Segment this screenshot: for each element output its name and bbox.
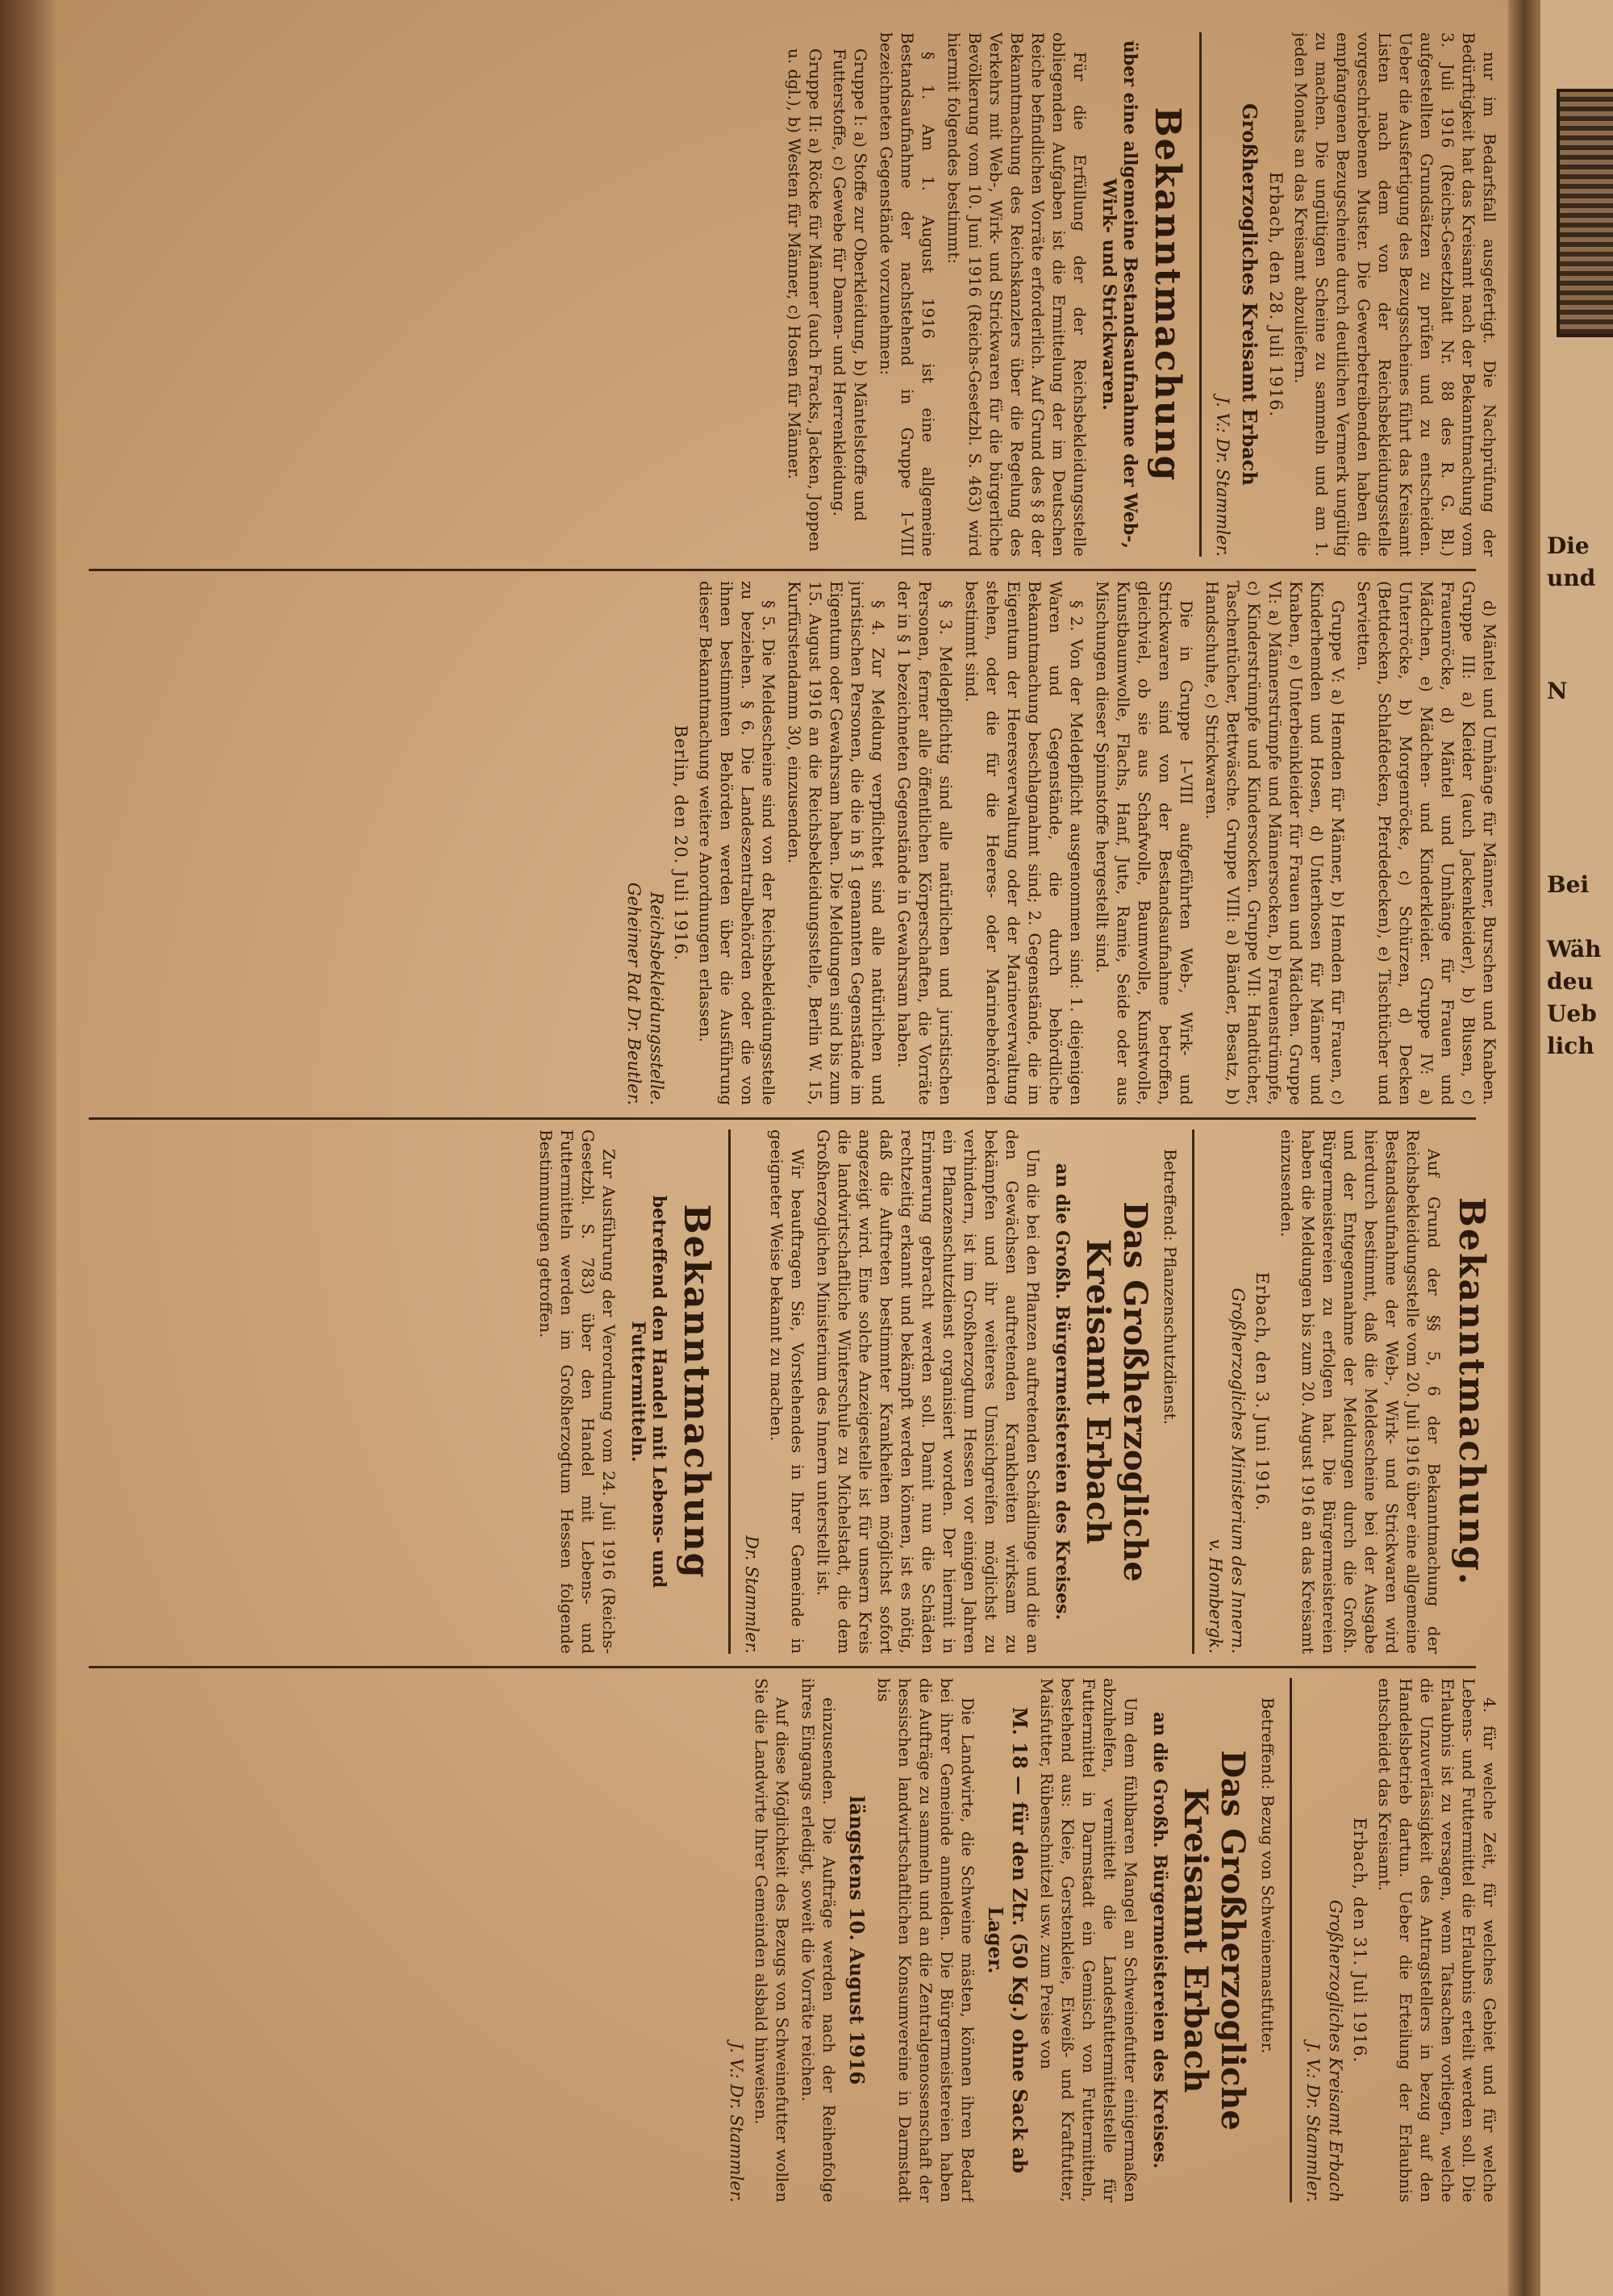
col2-signature-name: Geheimer Rat Dr. Beutler. [624, 882, 644, 1105]
col1-date: Erbach, den 28. Juli 1916. [1266, 171, 1286, 418]
col4-date: Erbach, den 31. Juli 1916. [1350, 1817, 1369, 2064]
col3-text4: Zur Ausführung der Verordnung vom 24. Juli 1916 (Reichs-Gesetzbl. S. 783) über den Handel mit Lebens- und Futtermitteln werden im Großherzogtum Hessen folgende Bestimmungen getroffen. [536, 1129, 619, 1654]
col1-signature-name: J. V.: Dr. Stammler. [1213, 396, 1232, 557]
column-rule [89, 1117, 1476, 1120]
col3-text: Auf Grund der §§ 5, 6 der Bekanntmachung der Reichsbekleidungsstelle vom 20. Juli 1916 über eine allgemeine Bestandsaufnahme der Web-, Wirk- und Strickwaren wird hierdurch bestimmt, daß die Meldescheine bei der Ausgabe und der Entgegennahme der Meldungen durch die Großh. Bürgermeistereien zu erfolgen hat. Die Bürgermeistereien haben die Meldungen bis zum 20. August 1916 an das Kreisamt einzusenden. [1277, 1129, 1444, 1654]
col2-text3: Die in Gruppe I–VIII aufgeführten Web-, Wirk- und Strickwaren sind von der Bestandsaufnahme betroffen, gleichviel, ob sie aus Schafwolle, Baumwolle, Kunstwolle, Kunstbaumwolle, Flachs, Hanf, Jute, Ramie, Seide oder aus Mischungen dieser Spinnstoffe hergestellt sind. [1093, 581, 1196, 1105]
divider [1199, 32, 1202, 557]
col1-groups2: Gruppe II: a) Röcke für Männer (auch Fracks, Jacken, Joppen u. dgl.), b) Westen für Männer, c) Hosen für Männer. [785, 48, 825, 552]
column-3 [65, 1129, 1500, 1654]
col3-heading: Bekanntmachung. [1451, 1196, 1492, 1587]
col3-text3: Wir beauftragen Sie, Vorstehendes in Ihrer Gemeinde in geeigneter Weise bekannt zu machen. [767, 1129, 807, 1654]
col3-text2: Um die bei den Pflanzen auftretenden Schädlinge und die an den Gewächsen auftretenden Krankheiten wirksam zu bekämpfen und ihr weiteres Umsichgreifen möglichst zu verhindern, ist im Großherzogtum Hessen vor einigen Jahren ein Pflanzenschutzdienst organisiert worden. Der hiermit in Erinnerung gebracht werden soll. Damit nun die Schäden rechtzeitig erkannt und bekämpft werden können, ist es nötig, daß die Auftreten bestimmter Krankheiten möglichst sofort angezeigt wird. Eine solche Anzeigestelle ist für unsern Kreis die landwirtschaftliche Winterschule zu Michelstadt, die dem Großherzoglichen Ministerium des Innern unterstellt ist. [814, 1129, 1043, 1654]
col4-text4: einzusenden. Die Aufträge werden nach der Reihenfolge ihres Eingangs erledigt, soweit die Vorräte reichen. [798, 1678, 839, 2202]
fragment-text: Bei [1547, 871, 1590, 898]
fragment-text: Die [1547, 532, 1590, 559]
col4-sub: an die Großh. Bürgermeistereien des Kreises. [1149, 1711, 1170, 2169]
col4-text3: Die Landwirte, die Schweine mästen, können ihren Bedarf bei ihrer Gemeinde anmelden. Die Bürgermeistereien haben die Aufträge zu sammeln und an die Zentralgenossenschaft der hessischen landwirtschaftlichen Konsumvereine in Darmstadt bis [874, 1678, 977, 2202]
divider [1192, 1129, 1194, 1654]
col2-signature-office: Reichsbekleidungsstelle. [647, 891, 666, 1105]
col1-para1: § 1. Am 1. August 1916 ist eine allgemeine Bestandsaufnahme der nachstehend in Gruppe I–VIII bezeichneten Gegenstände vorzunehmen: [877, 32, 938, 557]
col4-signature-3: J. V.: Dr. Stammler. [727, 2042, 746, 2202]
column-rule [89, 1666, 1476, 1668]
col4-heading: Das Großherzogliche Kreisamt Erbach [1177, 1750, 1252, 2131]
fragment-text: lich [1547, 1033, 1594, 1059]
col3-sub3: betreffend den Handel mit Lebens- und Futtermitteln. [627, 1195, 669, 1588]
rotated-newspaper-content [65, 32, 1500, 2243]
col3-date: Erbach, den 3. Juni 1916. [1252, 1271, 1272, 1512]
col4-betreff: Betreffend: Bezug von Schweinemastfutter. [1258, 1697, 1277, 2054]
col2-text: d) Mäntel und Umhänge für Männer, Burschen und Knaben. Gruppe III: a) Kleider (auch Jackenkleider), b) Blusen, c) Frauenröcke, d) Mäntel und Umhänge für Frauen und Mädchen, e) Mädchen- und Kinderkleider. Gruppe IV: a) Unterröcke, b) Morgenröcke, c) Schürzen, d) Decken (Bettdecken, Schlafdecken, Pferdedecken), e) Tischtücher und Servietten. [1354, 581, 1499, 1105]
col2-text7: § 5. Die Meldescheine sind von der Reichsbekleidungsstelle zu beziehen. § 6. Die Landeszentralbehörden oder die von ihnen bestimmten Behörden werden über die Ausführung dieser Bekanntmachung weitere Anordnungen erlassen. [696, 581, 778, 1105]
fragment-text: deu [1547, 968, 1594, 995]
col2-text5: § 3. Meldepflichtig sind alle natürlichen und juristischen Personen, ferner alle öffentlichen Körperschaften, die Vorräte der in § 1 bezeichneten Gegenstände in Gewahrsam haben. [894, 581, 956, 1105]
col1-heading: Bekanntmachung [1147, 106, 1188, 482]
col2-text6: § 4. Zur Meldung verpflichtet sind alle natürlichen und juristischen Personen, die die in § 1 genannten Gegenstände im Eigentum oder Gewahrsam haben. Die Meldungen sind bis zum 15. August 1916 an die Reichsbekleidungsstelle, Berlin W. 15, Kurfürstendamm 30, einzusenden. [785, 581, 888, 1105]
col4-deadline: längstens 10. August 1916 [845, 1795, 869, 2085]
col1-signature-office: Großherzogliches Kreisamt Erbach [1238, 103, 1261, 486]
divider [728, 1129, 731, 1654]
col2-date: Berlin, den 20. Juli 1916. [671, 724, 690, 962]
fragment-text: und [1547, 565, 1596, 591]
col4-signature-name: J. V.: Dr. Stammler. [1303, 2042, 1323, 2202]
column-1 [65, 32, 1500, 557]
col3-heading3: Bekanntmachung [676, 1204, 717, 1580]
col3-sub2: an die Großh. Bürgermeistereien des Kreises. [1052, 1163, 1073, 1621]
fragment-text: N [1547, 678, 1568, 704]
col3-signature-3: Dr. Stammler. [742, 1535, 761, 1654]
fragment-text: Wäh [1547, 936, 1602, 962]
col3-betreff: Betreffend: Pflanzenschutzdienst. [1161, 1149, 1180, 1426]
col4-price: M. 18 — für den Ztr. (50 Kg.) ohne Sack ab Lager. [984, 1707, 1032, 2173]
col1-body: Für die Erfüllung der der Reichsbekleidungsstelle obliegenden Aufgaben ist die Ermittelung der im Deutschen Reiche befindlichen Vorräte erforderlich. Auf Grund des § 8 der Bekanntmachung des Reichskanzlers über die Regelung des Verkehrs mit Web-, Wirk- und Strickwaren für die bürgerliche Bevölkerung vom 10. Juni 1916 (Reichs-Gesetzbl. S. 463) wird hiermit folgendes bestimmt: [944, 32, 1090, 557]
col3-signature-office: Großherzogliches Ministerium des Innern. [1228, 1288, 1248, 1654]
column-4 [65, 1678, 1500, 2202]
col4-signature-office: Großherzogliches Kreisamt Erbach [1326, 1899, 1345, 2202]
col3-heading2: Das Großherzogliche Kreisamt Erbach [1079, 1201, 1154, 1582]
col4-text: 4. für welche Zeit, für welches Gebiet und für welche Lebens- und Futtermittel die Erlaubnis erteilt werden soll. Die Erlaubnis ist zu versagen, wenn Tatsachen vorliegen, welche die Unzuverlässigkeit des Antragstellers in bezug auf den Handelsbetrieb dartun. Ueber die Erteilung der Erlaubnis entscheidet das Kreisamt. [1375, 1678, 1499, 2202]
page-binding [0, 0, 56, 2296]
col4-text5: Auf diese Möglichkeit des Bezugs von Schweinefutter wollen Sie die Landwirte Ihrer Gemeinden alsbald hinweisen. [752, 1678, 792, 2202]
adjacent-page-fragment [1540, 0, 1613, 2296]
page-gutter [1508, 0, 1540, 2296]
divider [1290, 1678, 1292, 2202]
col1-groups: Gruppe I: a) Stoffe zur Oberkleidung, b) Mäntelstoffe und Futterstoffe, c) Gewebe für Damen- und Herrenkleidung. [830, 48, 870, 522]
column-rule [89, 569, 1476, 571]
col1-subheading: über eine allgemeine Bestandsaufnahme der Web-, Wirk- und Strickwaren. [1098, 40, 1140, 549]
col2-text2: Gruppe V: a) Hemden für Männer, b) Hemden für Frauen, c) Kinderhemden und Hosen, d) Unterhosen für Männer und Knaben, e) Unterbeinkleider für Frauen und Mädchen. Gruppe VI: a) Männerstrümpfe und Männersocken, b) Frauenstrümpfe, c) Kinderstrümpfe und Kindersocken. Gruppe VII: Handtücher, Taschentücher, Bettwäsche. Gruppe VIII: a) Bänder, Besatz, b) Handschuhe, c) Strickwaren. [1202, 581, 1348, 1105]
col3-signature-name: v. Hombergk. [1206, 1538, 1225, 1654]
illustration-fragment [1557, 89, 1613, 337]
fragment-text: Ueb [1547, 1000, 1597, 1027]
col1-intro: nur im Bedarfsfall ausgefertigt. Die Nachprüfung der Bedürftigkeit hat das Kreisamt nach der Bekanntmachung vom 3. Juli 1916 (Reichs-Gesetzblatt Nr. 88 des R. G. Bl.) aufgestellten Grundsätzen zu prüfen und zu entscheiden. Ueber die Ausfertigung des Bezugsscheines führt das Kreisamt Listen nach dem von der Reichsbekleidungsstelle vorgeschriebenen Muster. Die Gewerbetreibenden haben die empfangenen Bezugscheine durch deutlichen Vermerk ungültig zu machen. Die ungültigen Scheine zu sammeln und am 1. jeden Monats an das Kreisamt abzuliefern. [1291, 32, 1499, 557]
col4-text2: Um dem fühlbaren Mangel an Schweinefutter einigermaßen abzuhelfen, vermittelt die Landesfuttermittelstelle für Futtermittel in Darmstadt ein Gemisch von Futtermitteln, bestehend aus: Kleie, Gerstenkleie, Eiweiß- und Kraftfutter, Maisfutter, Rübenschnitzel usw. zum Preise von [1037, 1678, 1140, 2202]
column-2 [65, 581, 1500, 1105]
col2-text4: § 2. Von der Meldepflicht ausgenommen sind: 1. diejenigen Waren und Gegenstände, die durch behördliche Bekanntmachung beschlagnahmt sind; 2. Gegenstände, die im Eigentum der Heeresverwaltung oder der Marineverwaltung stehen, oder die für die Heeres- oder Marinebehörden bestimmt sind. [962, 581, 1086, 1105]
